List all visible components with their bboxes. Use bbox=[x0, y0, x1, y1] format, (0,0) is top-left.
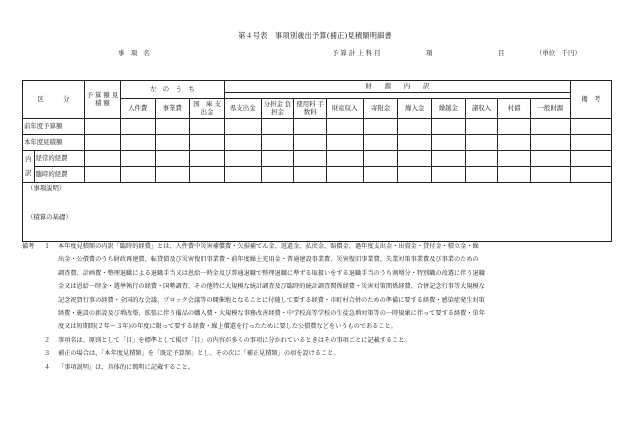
yosan-mitsumori-header: 予 算 額 見 積 額 bbox=[85, 81, 121, 119]
notes-section bbox=[22, 240, 614, 374]
row-honnendo: 本年度見積額 bbox=[23, 135, 85, 151]
col-shiyoryo: 使用料 手数料 bbox=[294, 99, 327, 119]
sayu-uchi-header: 左 の う ち bbox=[120, 81, 224, 99]
kubun-header: 区 分 bbox=[23, 81, 85, 119]
ko-label: 項 bbox=[426, 49, 433, 57]
form-title: 第４号表 事項別歳出予算(補正)見積額明細書 bbox=[238, 31, 392, 40]
bikou-header: 備 考 bbox=[570, 81, 611, 119]
tani-label: （単位 千円） bbox=[536, 49, 581, 57]
col-kurikoshi: 繰越金 bbox=[432, 99, 466, 119]
zaigen-naiyaku-header: 財 源 内 訳 bbox=[224, 81, 570, 93]
jikou-setsumei-label: （事項説明） bbox=[27, 184, 66, 192]
explanation-box bbox=[23, 183, 612, 242]
notes-head: 備考 bbox=[22, 243, 35, 250]
col-shoshunyu: 諸収入 bbox=[465, 99, 498, 119]
note-item-2: ２ 事項名は、原則として「目」を標準として掲げ「目」の内容が多くの事項に分かれているときはその事項ごとに記載すること。 bbox=[44, 336, 411, 344]
col-kurireikin: 繰入金 bbox=[398, 99, 432, 119]
jigyo-mei-label: 事 項 名 bbox=[118, 49, 150, 57]
row-keijoteki: 経常的経費 bbox=[34, 151, 84, 167]
col-sonsai: 村債 bbox=[498, 99, 531, 119]
note-item-3: ３ 補正の場合は、「本年度見積額」を「既定予算額」とし、その次に「補正見積額」の項を設けること。 bbox=[44, 350, 340, 358]
col-ken: 県支出金 bbox=[224, 99, 261, 119]
col-jigyohi: 事業費 bbox=[155, 99, 190, 119]
col-jinkenhi: 人件費 bbox=[120, 99, 155, 119]
note-item-1: 備考 １ 本年度見積額の内訳「臨時的経費」とは、人件費中災害補償費・欠損補てん金、返還金、払戻金、賠償金、過年度支出金・出資金・貸付金・積立金・繰 出金・公債費のうち財政再建費、転貸債及び災害復旧事業費・前年度繰上充用金・普通建設事業費、災害復旧事業費、失業対策事業費及び事業のための 調査費、計画費・整理退職による退職手当又は恩給一時金及び普通退職で整理退職に準ずる取扱いをする退職手当のうち割増分・特別職の改選に伴う退職 金又は恩給一時金・選挙執行の経費・国勢調査、その他特に大規模な統計調査及び臨時的統計調査関係経費・災害対策関係経費、合併記念行事等大規模な 記念祝賀行事の経費・全国的な会議、ブロック会議等の開催地となることに付随して要する経費・市町村合併のための準備に要する経費・感染症発生対策 経費・施設の新設及び増改築、拡張に伴う備品の購入費・大規模な事務改善経費・中学校高等学校の生徒急増対策等の一時規象に伴って要する経費・単年 度又は短期間(２年〜３年)の年度に限って要する経費・繰上償還を行ったために要した公債費などをいうものであること。 bbox=[22, 240, 614, 334]
row-rinjiteki: 臨時的経費 bbox=[34, 167, 84, 183]
col-ippan: 一般財源 bbox=[530, 99, 570, 119]
yosan-kamoku-label: 予 算 計 上 科 目 bbox=[332, 49, 381, 57]
sekisan-kiso-label: （積算の基礎） bbox=[27, 213, 72, 222]
uchiwake-side: 内 訳 bbox=[23, 151, 35, 183]
note-item-4: ４ 「事項説明」は、具体的に簡明に記載すること。 bbox=[44, 363, 195, 371]
estimate-table bbox=[22, 80, 612, 242]
col-kokko: 国 庫 支出金 bbox=[190, 99, 225, 119]
col-buntankin: 分担金 負担金 bbox=[261, 99, 294, 119]
col-zaisan: 財産収入 bbox=[326, 99, 363, 119]
col-kifukin: 寄附金 bbox=[363, 99, 398, 119]
row-zennendo: 前年度予算額 bbox=[23, 119, 85, 135]
moku-label: 目 bbox=[498, 49, 505, 57]
